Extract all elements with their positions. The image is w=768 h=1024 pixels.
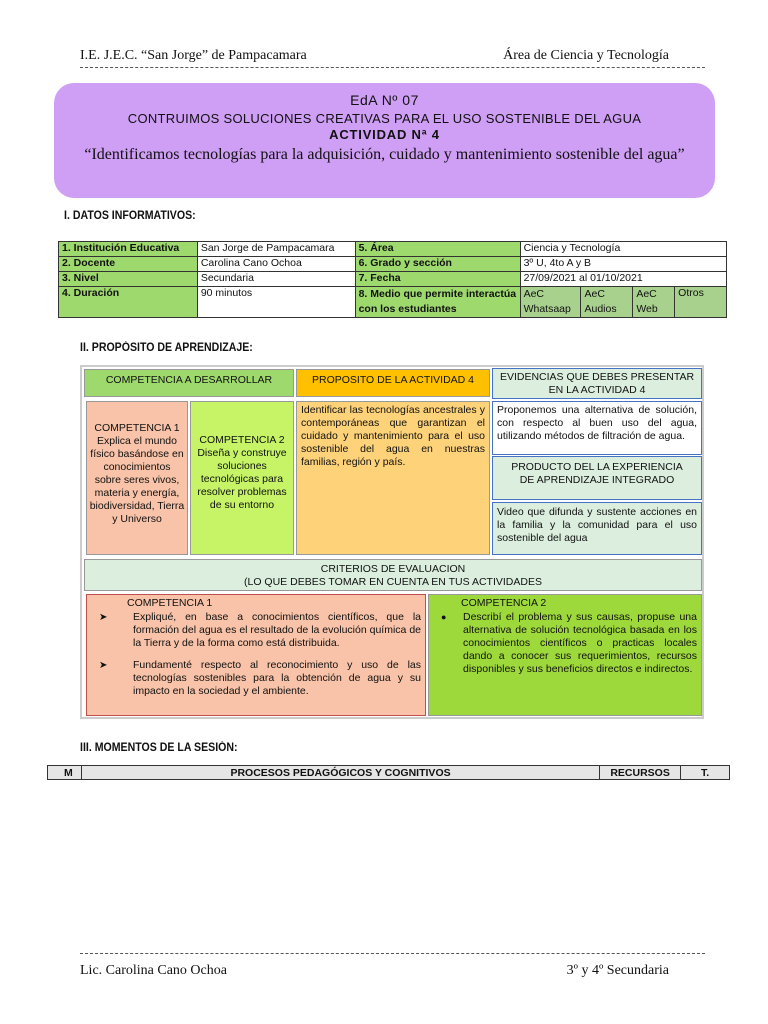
medium-label: AeC <box>523 288 545 300</box>
moments-table <box>47 765 730 780</box>
info-value: Carolina Cano Ochoa <box>197 257 355 272</box>
table-row <box>59 242 727 257</box>
table-row <box>59 257 727 272</box>
header-evidencias-line-1: EVIDENCIAS QUE DEBES PRESENTAR <box>499 371 695 383</box>
info-key: 6. Grado y sección <box>355 257 520 272</box>
producto-header: PRODUCTO DEL LA EXPERIENCIA DE APRENDIZAJE INTEGRADO <box>492 456 702 500</box>
criterio-competencia-2 <box>428 594 702 716</box>
info-key: 3. Nivel <box>59 272 198 287</box>
col-header-tiempo: T. <box>681 766 730 780</box>
criterio-2-item-1: Describí el problema y sus causas, propuse una alternativa de solución tecnológica basada en los conocimientos científicos o practicas locales dando a conocer sus requerimientos, recursos disponibles y sus beneficios directos e indirectos. <box>463 611 697 675</box>
criterio-2-title: COMPETENCIA 2 <box>461 597 547 609</box>
info-value: Secundaria <box>197 272 355 287</box>
criterio-1-title: COMPETENCIA 1 <box>127 597 213 609</box>
teacher-name: Lic. Carolina Cano Ochoa <box>80 963 227 978</box>
medium-label: Audios <box>584 303 617 315</box>
school-name: I.E. J.E.C. “San Jorge” de Pampacamara <box>80 48 307 63</box>
eda-title: CONTRUIMOS SOLUCIONES CREATIVAS PARA EL USO SOSTENIBLE DEL AGUA <box>127 111 642 126</box>
evidencias-text: Proponemos una alternativa de solución, con respecto al buen uso del agua, utilizando métodos de filtración de agua. <box>492 401 702 455</box>
medium-label: Whatsaap <box>523 303 571 315</box>
info-key: 2. Docente <box>59 257 198 272</box>
table-row <box>59 272 727 287</box>
info-value: 27/09/2021 al 01/10/2021 <box>520 272 726 287</box>
col-header-recursos: RECURSOS <box>600 766 681 780</box>
producto-text: Video que difunda y sustente acciones en la familia y la comunidad para el uso sostenible del agua <box>492 502 702 555</box>
info-value: 90 minutos <box>197 287 355 318</box>
page-footer <box>80 953 705 983</box>
criterio-competencia-1 <box>86 594 426 716</box>
header-competencia: COMPETENCIA A DESARROLLAR <box>84 369 294 397</box>
section-title-proposito: II. PROPÓSITO DE APRENDIZAJE: <box>80 342 253 354</box>
col-header-m: M <box>48 766 82 780</box>
medium-line-2: con los estudiantes <box>358 303 457 315</box>
info-table <box>58 241 727 318</box>
criterios-title: CRITERIOS DE EVALUACION <box>320 563 466 575</box>
criterio-1-item-1: Expliqué, en base a conocimientos científicos, que la formación del agua es el resultado de la evolución química de la Tierra y de la forma como está distribuida. <box>133 611 421 649</box>
info-key: 1. Institución Educativa <box>59 242 198 257</box>
medium-audios <box>581 287 633 318</box>
arrow-bullet-icon: ➤ <box>99 660 108 671</box>
medium-web <box>633 287 675 318</box>
col-header-procesos: PROCESOS PEDAGÓGICOS Y COGNITIVOS <box>81 766 599 780</box>
section-title-momentos: III. MOMENTOS DE LA SESIÓN: <box>80 742 238 754</box>
medium-label: AeC <box>584 288 605 300</box>
bullet-dot-icon: ● <box>441 612 447 622</box>
area-name: Área de Ciencia y Tecnología <box>503 48 669 63</box>
proposito-text: Identificar las tecnologías ancestrales y contemporáneas que garantizan el cuidado y mantenimiento para el uso sostenible del agua en nuestras familias, región y país. <box>296 401 490 555</box>
info-key: 4. Duración <box>59 287 198 318</box>
info-key: 7. Fecha <box>355 272 520 287</box>
criterios-header <box>84 559 702 591</box>
info-value: Ciencia y Tecnología <box>520 242 726 257</box>
grade-level: 3º y 4º Secundaria <box>566 963 669 978</box>
purpose-container <box>80 365 704 719</box>
activity-title: “Identificamos tecnologías para la adquisición, cuidado y mantenimiento sostenible del agua” <box>84 146 685 163</box>
criterios-subtitle: (LO QUE DEBES TOMAR EN CUENTA EN TUS ACTIVIDADES <box>244 576 542 588</box>
header-proposito: PROPOSITO DE LA ACTIVIDAD 4 <box>296 369 490 397</box>
title-banner <box>54 83 715 198</box>
criterio-1-item-2: Fundamenté respecto al reconocimiento y uso de las tecnologías sostenibles para la obtención de agua y su impacto en la sociedad y el ambiente. <box>133 659 421 697</box>
info-value: 3º U, 4to A y B <box>520 257 726 272</box>
medium-line-1: 8. Medio que permite interactúa <box>358 288 517 300</box>
header-evidencias-line-2: EN LA ACTIVIDAD 4 <box>548 384 646 396</box>
info-key: 5. Área <box>355 242 520 257</box>
medium-label: AeC <box>636 288 657 300</box>
arrow-bullet-icon: ➤ <box>99 612 108 623</box>
table-row <box>59 287 727 318</box>
medium-whatsapp <box>520 287 581 318</box>
activity-number: ACTIVIDAD Nª 4 <box>329 127 440 142</box>
page-header <box>80 46 705 68</box>
competencia-1-box: COMPETENCIA 1 Explica el mundo físico basándose en conocimientos sobre seres vivos, materia y energía, biodiversidad, Tierra y Universo <box>86 401 188 555</box>
header-evidencias <box>492 368 702 399</box>
medium-otros: Otros <box>675 287 727 318</box>
info-key-medium <box>355 287 520 318</box>
info-value: San Jorge de Pampacamara <box>197 242 355 257</box>
table-row <box>48 766 730 780</box>
eda-number: EdA Nº 07 <box>350 92 419 108</box>
medium-label: Web <box>636 303 658 315</box>
section-title-datos: I. DATOS INFORMATIVOS: <box>64 210 196 222</box>
competencia-2-box: COMPETENCIA 2 Diseña y construye soluciones tecnológicas para resolver problemas de su entorno <box>190 401 294 555</box>
